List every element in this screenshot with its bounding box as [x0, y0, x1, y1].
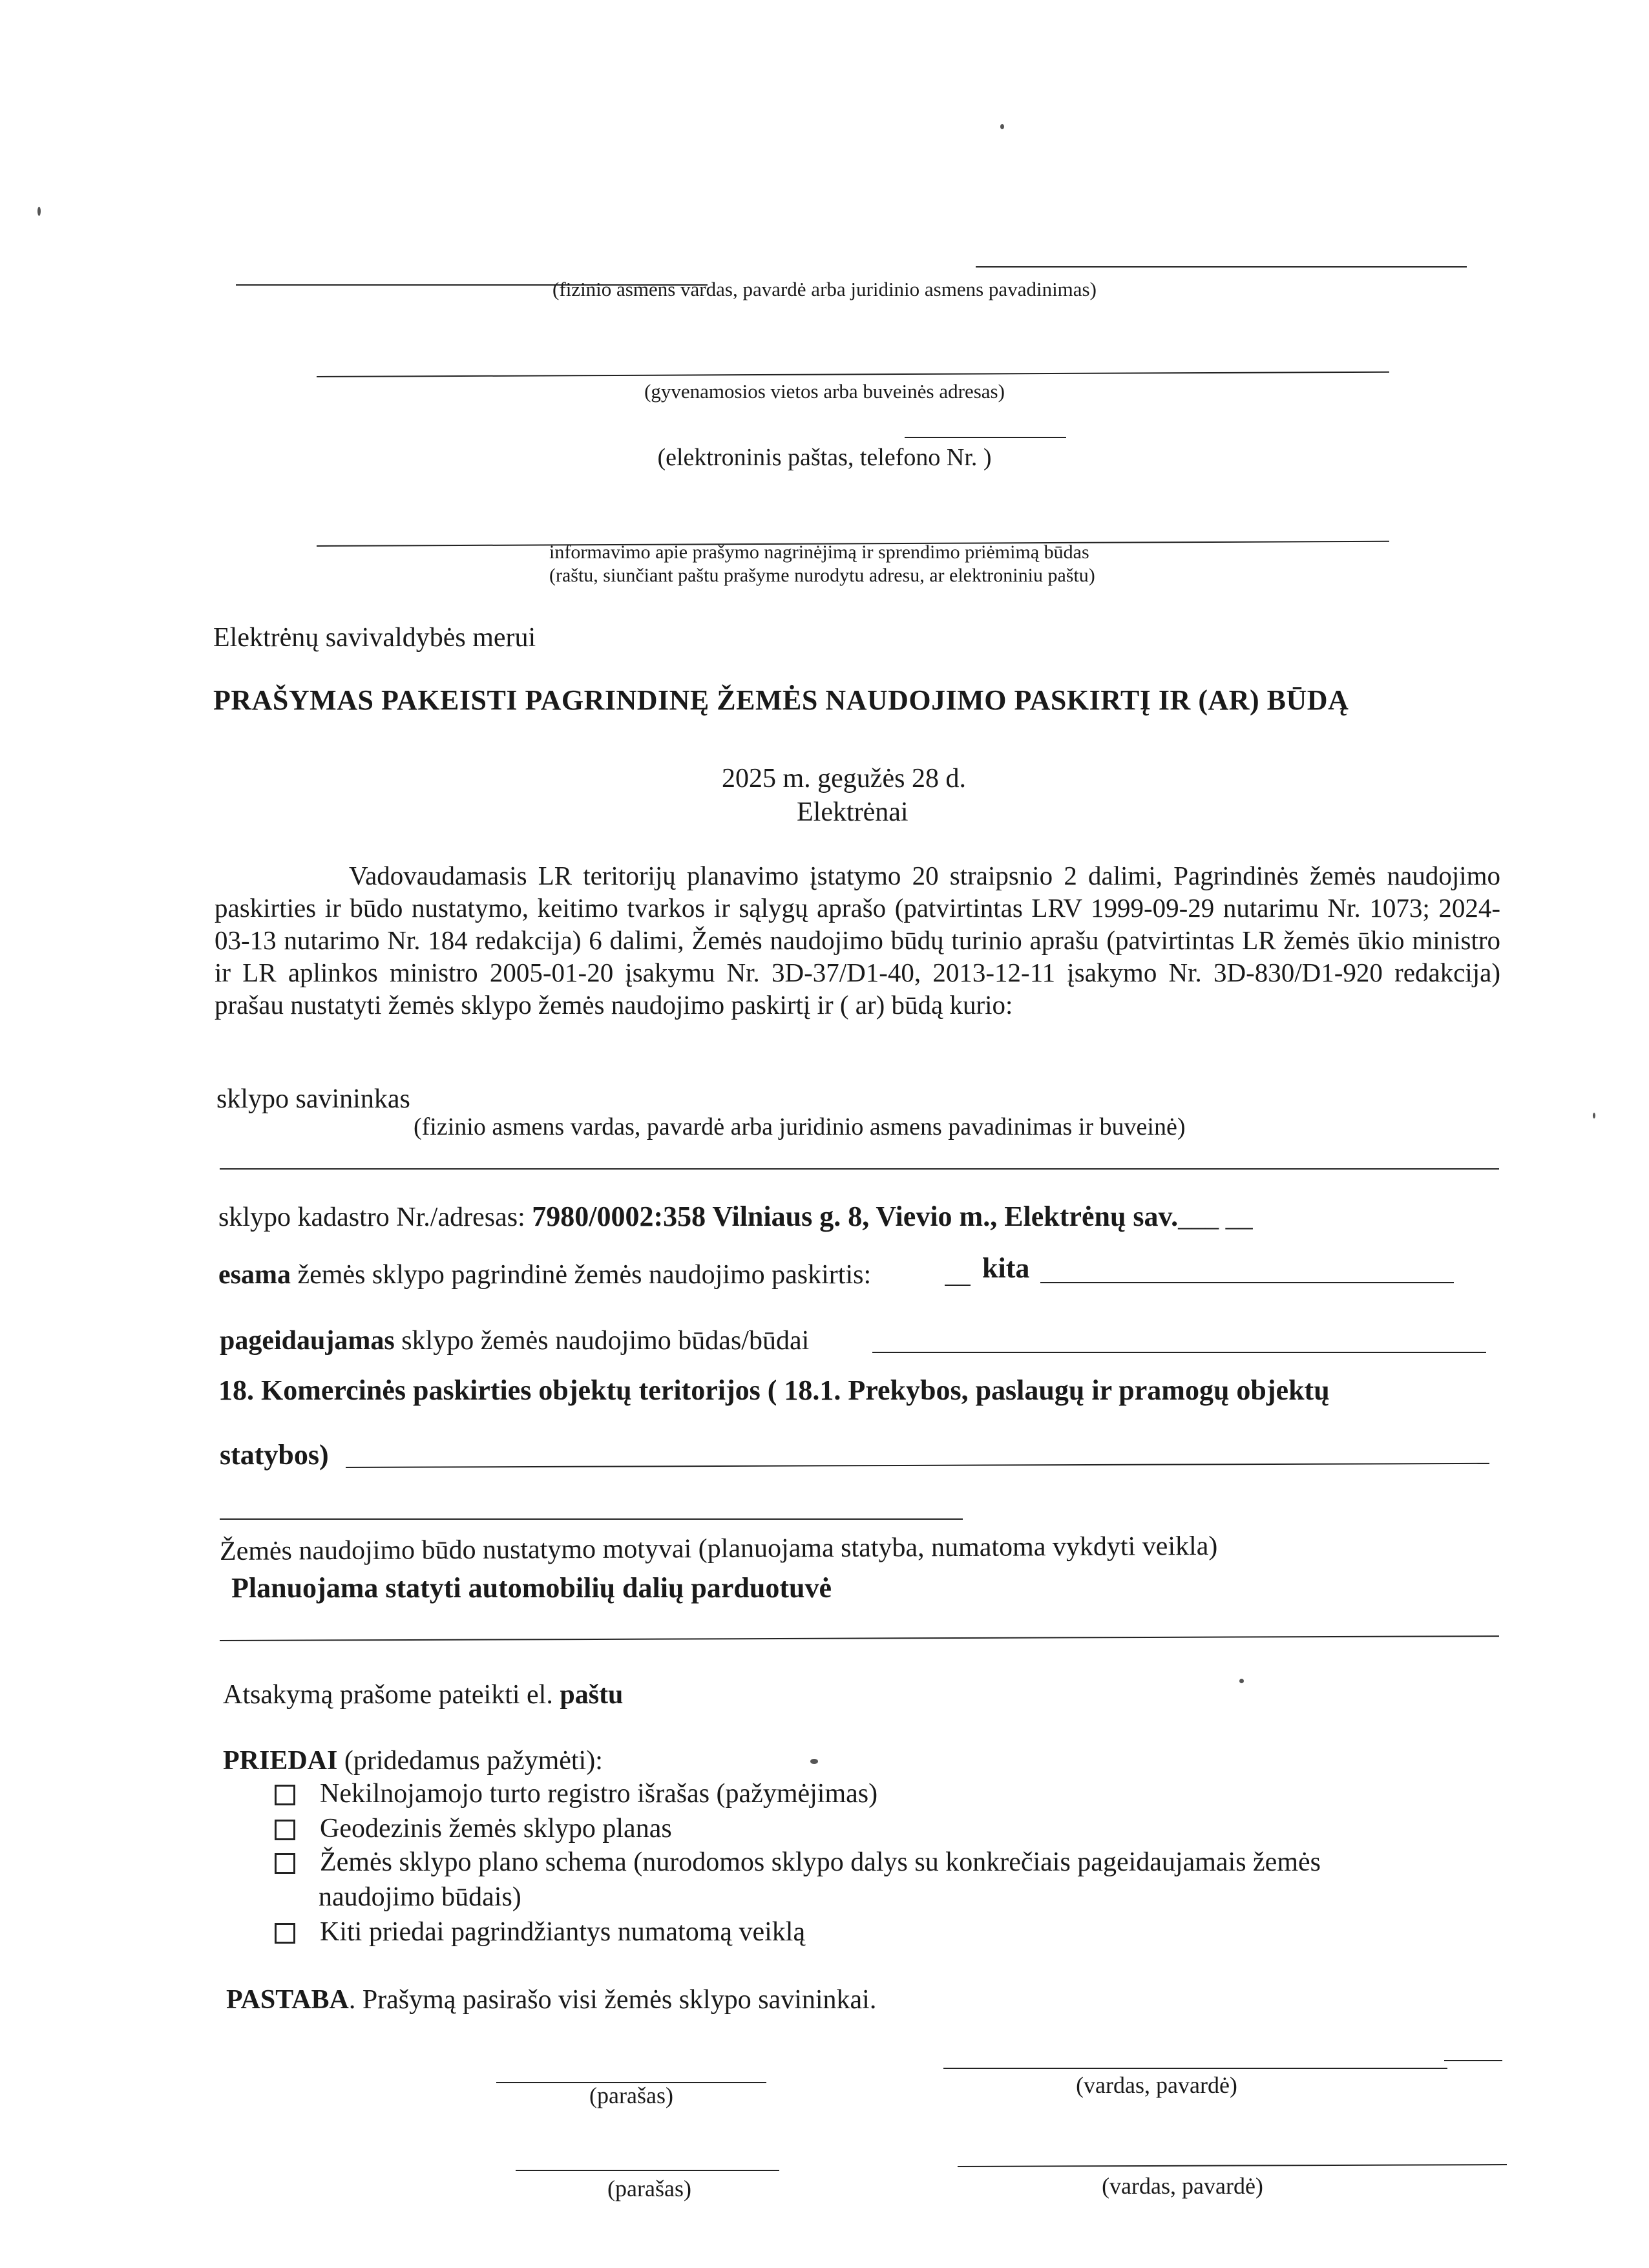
info-caption-line2: (raštu, siunčiant paštu prašyme nurodytu adresu, ar elektroniniu paštu)	[549, 565, 1095, 586]
current-purpose-value: kita	[982, 1252, 1030, 1284]
attachment-label: Geodezinis žemės sklypo planas	[320, 1814, 672, 1843]
attachment-item[interactable]	[275, 1916, 805, 1948]
address-line	[317, 372, 1389, 377]
name-caption: (fizinio asmens vardas, pavardė arba juridinio asmens pavadinimas)	[552, 278, 1097, 300]
attachments-heading	[223, 1745, 603, 1777]
signature-caption-1: (parašas)	[589, 2083, 673, 2108]
scan-speck	[37, 207, 41, 216]
motives-label: Žemės naudojimo būdo nustatymo motyvai (planuojama statyba, numatoma vykdyti veikla)	[219, 1531, 1218, 1566]
place: Elektrėnai	[797, 797, 909, 827]
motives-line	[220, 1635, 1499, 1641]
desired-use-row	[220, 1325, 809, 1357]
current-purpose-row	[218, 1259, 871, 1291]
checkbox[interactable]	[275, 1853, 295, 1874]
note-bold: PASTABA	[226, 1985, 349, 2015]
document-title: PRAŠYMAS PAKEISTI PAGRINDINĘ ŽEMĖS NAUDOJIMO PASKIRTĮ IR (AR) BŪDĄ	[213, 684, 1349, 716]
addressee: Elektrėnų savivaldybės merui	[213, 623, 536, 653]
name-line-2	[958, 2164, 1507, 2167]
name-line-1-end	[1444, 2060, 1502, 2061]
attachment-label: Kiti priedai pagrindžiantys numatomą veiklą	[320, 1917, 806, 1947]
attachments-heading-bold: PRIEDAI	[223, 1746, 338, 1776]
scan-speck	[810, 1759, 818, 1764]
cadastre-row	[218, 1201, 1253, 1234]
signature-caption-2: (parašas)	[607, 2176, 691, 2201]
body-paragraph: Vadovaudamasis LR teritorijų planavimo įstatymo 20 straipsnio 2 dalimi, Pagrindinės žemės naudojimo paskirties ir būdo nustatymo, keitimo tvarkos ir sąlygų aprašo (patvirtintas LRV 1999-09-29 nutarimu Nr. 1073; 2024-03-13 nutarimo Nr. 184 redakcija) 6 dalimi, Žemės naudojimo būdų turinio aprašu (patvirtintas LR žemės ūkio ministro ir LR aplinkos ministro 2005-01-20 įsakymu Nr. 3D-37/D1-40, 2013-12-11 įsakymo Nr. 3D-830/D1-920 redakcija) prašau nustatyti žemės sklypo žemės naudojimo paskirtį ir ( ar) būdą kurio:	[215, 861, 1500, 1020]
attachment-item[interactable]	[275, 1813, 672, 1844]
desired-use-label-bold: pageidaujamas	[220, 1326, 395, 1356]
checkbox[interactable]	[275, 1820, 295, 1840]
attachment-item[interactable]	[275, 1847, 1321, 1878]
motives-value: Planuojama statyti automobilių dalių parduotuvė	[231, 1572, 832, 1604]
desired-use-line	[872, 1352, 1486, 1353]
name-line-1	[943, 2068, 1447, 2069]
attachment-item[interactable]	[275, 1778, 877, 1809]
current-purpose-line	[1040, 1282, 1454, 1283]
attachment-label: Nekilnojamojo turto registro išrašas (pažymėjimas)	[320, 1779, 878, 1809]
desired-use-label: sklypo žemės naudojimo būdas/būdai	[401, 1326, 810, 1356]
date: 2025 m. gegužės 28 d.	[722, 764, 966, 793]
response-value: paštu	[560, 1680, 624, 1710]
current-purpose-label: žemės sklypo pagrindinė žemės naudojimo paskirtis:	[297, 1260, 872, 1290]
scan-speck	[1000, 124, 1004, 129]
response-label: Atsakymą prašome pateikti el.	[223, 1680, 553, 1710]
checkbox[interactable]	[275, 1785, 295, 1805]
attachments-heading-rest: (pridedamus pažymėti):	[344, 1746, 603, 1776]
desired-use-value-line2: statybos)	[220, 1439, 329, 1471]
note	[226, 1984, 876, 2016]
signature-line-2	[516, 2170, 779, 2171]
name-caption-2: (vardas, pavardė)	[1102, 2173, 1263, 2199]
desired-use-extra-line	[220, 1518, 963, 1520]
cadastre-label: sklypo kadastro Nr./adresas:	[218, 1202, 525, 1232]
current-purpose-label-bold: esama	[218, 1260, 291, 1290]
cadastre-value: 7980/0002:358 Vilniaus g. 8, Vievio m., Elektrėnų sav.	[532, 1201, 1179, 1232]
owner-caption: (fizinio asmens vardas, pavardė arba juridinio asmens pavadinimas ir buveinė)	[414, 1113, 1186, 1140]
scan-speck	[1593, 1113, 1595, 1118]
info-caption-line1: informavimo apie prašymo nagrinėjimą ir sprendimo priėmimą būdas	[549, 541, 1089, 563]
checkbox[interactable]	[275, 1923, 295, 1944]
owner-line	[220, 1168, 1499, 1170]
address-caption: (gyvenamosios vietos arba buveinės adresas)	[644, 380, 1005, 403]
note-rest: . Prašymą pasirašo visi žemės sklypo savininkai.	[348, 1985, 877, 2015]
name-line-right	[976, 266, 1467, 268]
contact-line-right	[905, 437, 1066, 438]
name-caption-1: (vardas, pavardė)	[1076, 2072, 1237, 2098]
desired-use-value-line	[346, 1463, 1489, 1468]
scan-speck	[1239, 1679, 1244, 1683]
current-purpose-blank	[945, 1285, 971, 1286]
response-row	[223, 1679, 623, 1711]
attachment-label-continuation: naudojimo būdais)	[319, 1882, 521, 1912]
contact-caption: (elektroninis paštas, telefono Nr. )	[657, 444, 992, 471]
desired-use-value-line1: 18. Komercinės paskirties objektų teritorijos ( 18.1. Prekybos, paslaugų ir pramogų objektų	[218, 1374, 1330, 1406]
cadastre-trailing-line: ___ __	[1178, 1202, 1253, 1232]
attachment-label: Žemės sklypo plano schema (nurodomos sklypo dalys su konkrečiais pageidaujamais žemės	[320, 1847, 1321, 1877]
owner-label: sklypo savininkas	[216, 1084, 410, 1114]
